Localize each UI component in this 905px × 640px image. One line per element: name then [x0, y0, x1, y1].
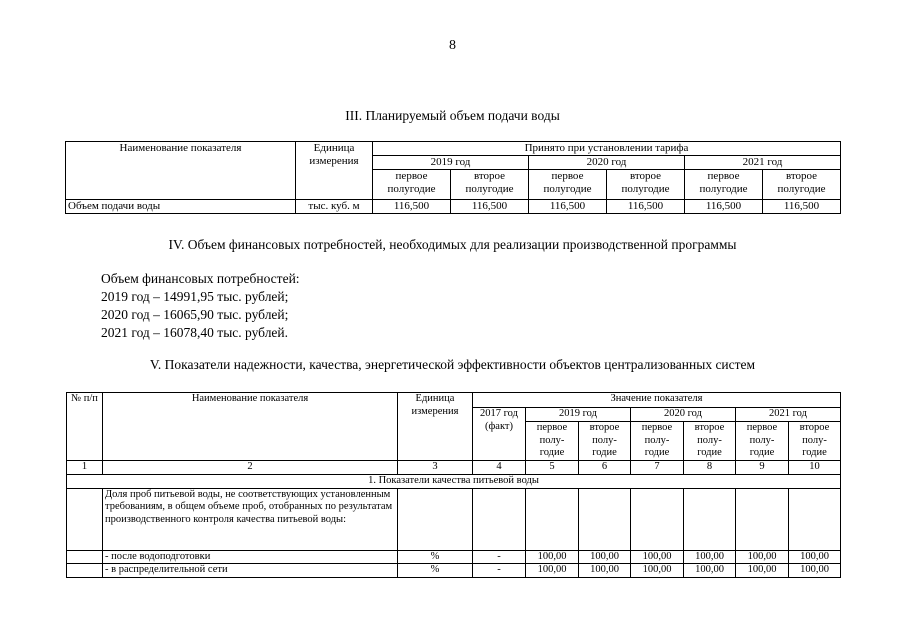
- header-half-2: второе полу-годие: [789, 422, 841, 461]
- table-row: [67, 564, 841, 578]
- empty-cell: [789, 488, 841, 550]
- row-number: [67, 564, 103, 578]
- header-half-1: первое полугодие: [529, 170, 607, 200]
- column-numbers-row: [67, 460, 841, 474]
- value-cell: 100,00: [736, 564, 789, 578]
- empty-cell: [736, 488, 789, 550]
- value-cell: 100,00: [526, 550, 579, 564]
- value-cell: 100,00: [789, 550, 841, 564]
- header-year-2019: 2019 год: [373, 156, 529, 170]
- value-cell: 100,00: [526, 564, 579, 578]
- financial-line: Объем финансовых потребностей:: [101, 271, 300, 286]
- header-year-2021: 2021 год: [736, 408, 841, 422]
- empty-cell: [398, 488, 473, 550]
- financial-needs: [101, 270, 300, 342]
- section-5-title: V. Показатели надежности, качества, энергетической эффективности объектов централизованных систем: [149, 357, 756, 372]
- value-cell: 116,500: [685, 200, 763, 214]
- header-year-2019: 2019 год: [526, 408, 631, 422]
- row-unit: %: [398, 550, 473, 564]
- column-number: 8: [684, 460, 736, 474]
- row-fact: -: [473, 564, 526, 578]
- row-fact: -: [473, 550, 526, 564]
- row-unit: тыс. куб. м: [296, 200, 373, 214]
- section-4-title: IV. Объем финансовых потребностей, необходимых для реализации производственной программы: [168, 237, 737, 252]
- row-number: [67, 550, 103, 564]
- column-number: 2: [103, 460, 398, 474]
- empty-cell: [579, 488, 631, 550]
- financial-line: 2021 год – 16078,40 тыс. рублей.: [101, 325, 289, 340]
- column-number: 3: [398, 460, 473, 474]
- value-cell: 100,00: [631, 550, 684, 564]
- value-cell: 116,500: [607, 200, 685, 214]
- header-half-1: первое полу-годие: [631, 422, 684, 461]
- header-unit: Единица измерения: [398, 393, 473, 461]
- header-year-2021: 2021 год: [685, 156, 841, 170]
- value-cell: 116,500: [763, 200, 841, 214]
- column-number: 9: [736, 460, 789, 474]
- header-half-2: второе полугодие: [451, 170, 529, 200]
- value-cell: 100,00: [736, 550, 789, 564]
- group-title: 1. Показатели качества питьевой воды: [67, 474, 841, 488]
- column-number: 5: [526, 460, 579, 474]
- header-year-2020: 2020 год: [631, 408, 736, 422]
- header-indicator-name: Наименование показателя: [66, 142, 296, 200]
- header-value: Значение показателя: [473, 393, 841, 408]
- value-cell: 116,500: [529, 200, 607, 214]
- header-half-1: первое полугодие: [685, 170, 763, 200]
- value-cell: 100,00: [579, 564, 631, 578]
- value-cell: 116,500: [373, 200, 451, 214]
- page-number: 8: [449, 38, 456, 53]
- value-cell: 100,00: [631, 564, 684, 578]
- row-unit: %: [398, 564, 473, 578]
- header-year-2020: 2020 год: [529, 156, 685, 170]
- table-row: [66, 200, 841, 214]
- empty-cell: [473, 488, 526, 550]
- header-accepted: Принято при установлении тарифа: [373, 142, 841, 156]
- table-row: [67, 488, 841, 550]
- header-half-2: второе полугодие: [607, 170, 685, 200]
- row-name: - после водоподготовки: [103, 550, 398, 564]
- column-number: 7: [631, 460, 684, 474]
- water-supply-table: [65, 141, 841, 214]
- indicator-description: Доля проб питьевой воды, не соответствующих установленным требованиям, в общем объеме проб, отобранных по результатам производственного контроля качества питьевой воды:: [103, 488, 398, 550]
- empty-cell: [526, 488, 579, 550]
- column-number: 6: [579, 460, 631, 474]
- header-indicator-name: Наименование показателя: [103, 393, 398, 461]
- value-cell: 116,500: [451, 200, 529, 214]
- header-half-1: первое полу-годие: [526, 422, 579, 461]
- header-fact-2017: 2017 год (факт): [473, 408, 526, 461]
- header-number: № п/п: [67, 393, 103, 461]
- row-name: Объем подачи воды: [66, 200, 296, 214]
- group-title-row: [67, 474, 841, 488]
- header-unit: Единица измерения: [296, 142, 373, 200]
- indicators-table: [66, 392, 841, 578]
- column-number: 4: [473, 460, 526, 474]
- financial-line: 2020 год – 16065,90 тыс. рублей;: [101, 307, 289, 322]
- value-cell: 100,00: [579, 550, 631, 564]
- empty-cell: [684, 488, 736, 550]
- financial-line: 2019 год – 14991,95 тыс. рублей;: [101, 289, 289, 304]
- header-half-2: второе полугодие: [763, 170, 841, 200]
- value-cell: 100,00: [684, 564, 736, 578]
- column-number: 1: [67, 460, 103, 474]
- value-cell: 100,00: [789, 564, 841, 578]
- header-half-2: второе полу-годие: [684, 422, 736, 461]
- row-name: - в распределительной сети: [103, 564, 398, 578]
- column-number: 10: [789, 460, 841, 474]
- section-3-title: III. Планируемый объем подачи воды: [345, 108, 560, 123]
- header-half-1: первое полугодие: [373, 170, 451, 200]
- header-half-2: второе полу-годие: [579, 422, 631, 461]
- row-number: [67, 488, 103, 550]
- header-half-1: первое полу-годие: [736, 422, 789, 461]
- table-row: [67, 550, 841, 564]
- value-cell: 100,00: [684, 550, 736, 564]
- empty-cell: [631, 488, 684, 550]
